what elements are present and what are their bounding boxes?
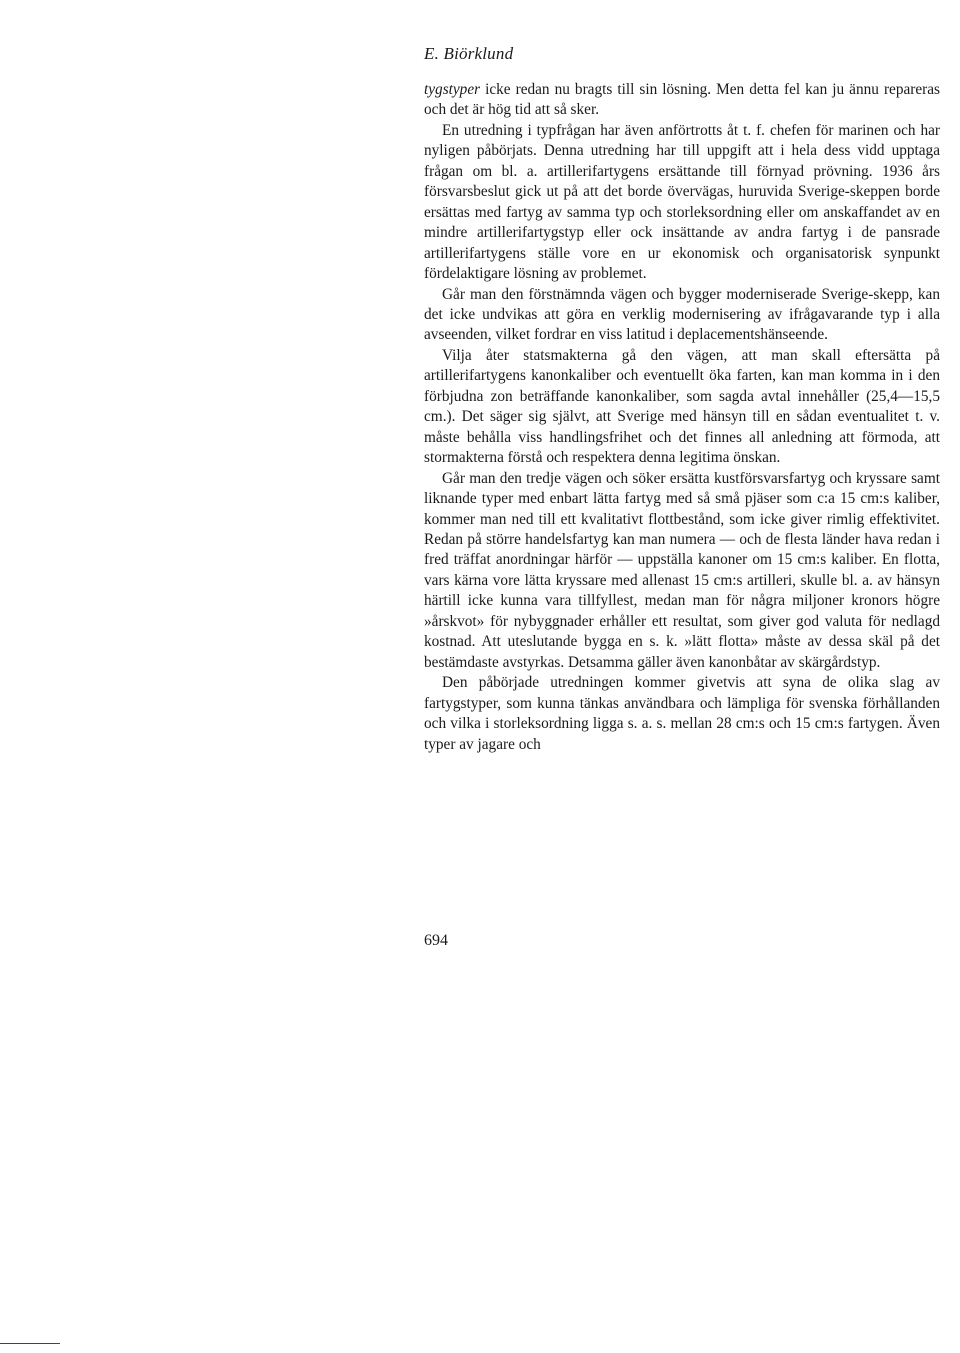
paragraph-1 (424, 80, 940, 121)
paragraph-3: Går man den förstnämnda vägen och bygger moderniserade Sverige-skepp, kan det icke undvikas att göra en verklig modernisering av ifrågavarande typ i alla avseenden, vilket fordrar en viss latitud i deplacementshänseende. (424, 285, 940, 344)
paragraph-6: Den påbörjade utredningen kommer givetvis att syna de olika slag av fartygstyper, som kunna tänkas användbara och lämpliga för svenska förhållanden och vilka i storleksordning ligga s. a. s. mellan 28 cm:s och 15 cm:s fartygen. Även typer av jagare och (424, 674, 940, 753)
scan-margin-line (0, 1343, 60, 1344)
paragraph-4: Vilja åter statsmakterna gå den vägen, att man skall eftersätta på artillerifartygens kanonkaliber och eventuellt öka farten, kan man komma in i den förbjudna zon beträffande kanonkaliber, som sagda avtal innehåller (25,4—15,5 cm.). Det säger sig självt, att Sverige med hänsyn till en sådan eventualitet t. v. måste behålla viss handlingsfrihet och det finnes all anledning att förmoda, att stormakterna förstå och respektera denna legitima önskan. (424, 346, 940, 467)
page-number: 694 (424, 932, 448, 949)
running-head: E. Biörklund (424, 44, 514, 63)
paragraph-5: Går man den tredje vägen och söker ersätta kustförsvarsfartyg och kryssare samt liknande typer med enbart lätta fartyg med så små pjäser som c:a 15 cm:s kaliber, kommer man ned till ett kvalitativt flottbestånd, som icke giver rimlig effektivitet. Redan på större handelsfartyg kan man numera — och de flesta länder hava redan i fred träffat anordningar härför — uppställa kanoner om 15 cm:s kaliber. En flotta, vars kärna vore lätta kryssare med allenast 15 cm:s artilleri, skulle bl. a. av hänsyn härtill icke kunna vara tillfyllest, medan man för några miljoner kronors högre »årskvot» för nybyggnader erhåller ett resultat, som giver god valuta för nedlagd kostnad. Att uteslutande bygga en s. k. »lätt flotta» måste av dessa skäl på det bestämdaste avstyrkas. Detsamma gäller även kanonbåtar av skärgårdstyp. (424, 469, 940, 671)
paragraph-1-text: icke redan nu bragts till sin lösning. Men detta fel kan ju ännu repareras och det är hög tid att så sker. (424, 81, 940, 119)
body-text (424, 80, 940, 755)
paragraph-1-italic: tygstyper (424, 81, 481, 98)
paragraph-2: En utredning i typfrågan har även anförtrotts åt t. f. chefen för marinen och har nyligen påbörjats. Denna utredning har till uppgift att i hela dess vidd upptaga frågan om bl. a. artillerifartygens ersättande till förnyad prövning. 1936 års försvarsbeslut gick ut på att det borde övervägas, huruvida Sverige-skeppen borde ersättas med fartyg av samma typ och storleksordning eller om anskaffandet av en mindre artillerifartygstyp eller ock insättande av andra fartyg i de pansrade artillerifartygens ställe vore en ur ekonomisk och organisatorisk synpunkt fördelaktigare lösning av problemet. (424, 121, 940, 283)
